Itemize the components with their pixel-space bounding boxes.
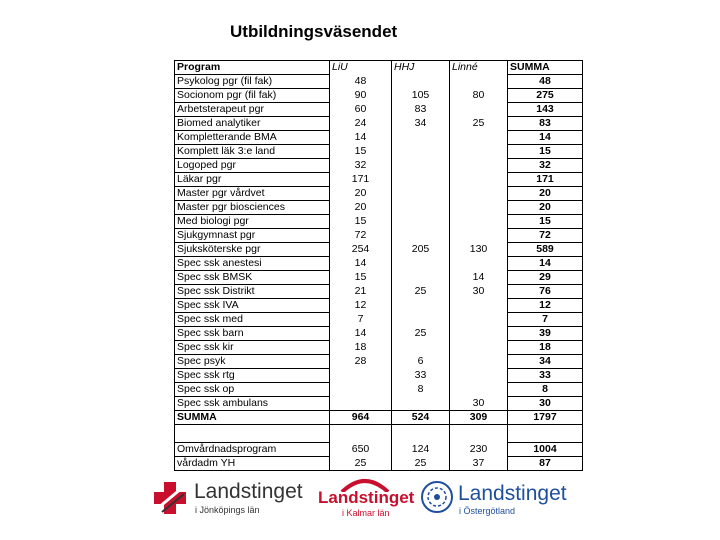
cell: Socionom pgr (fil fak)	[175, 89, 330, 103]
table-row	[175, 103, 583, 117]
cell: 6	[392, 355, 450, 369]
cell: 7	[508, 313, 583, 327]
cell: Linné	[450, 61, 508, 75]
cell: 25	[330, 457, 392, 471]
table-row	[175, 159, 583, 173]
cell: 48	[508, 75, 583, 89]
cell: Spec ssk op	[175, 383, 330, 397]
cell: 39	[508, 327, 583, 341]
logo-landstinget-kalmar	[318, 476, 415, 520]
cell	[392, 341, 450, 355]
ostergotland-logo-name: Landstinget	[458, 482, 567, 505]
cell: 14	[330, 257, 392, 271]
cell	[450, 341, 508, 355]
cell: 8	[508, 383, 583, 397]
table-row	[175, 131, 583, 145]
cell	[392, 425, 450, 443]
table-row	[175, 145, 583, 159]
cell: 20	[508, 187, 583, 201]
cell: Biomed analytiker	[175, 117, 330, 131]
table-row	[175, 173, 583, 187]
cell	[450, 425, 508, 443]
cell: 14	[330, 327, 392, 341]
cell: 30	[450, 397, 508, 411]
cell: 1004	[508, 443, 583, 457]
cell: LiU	[330, 61, 392, 75]
cell: Spec psyk	[175, 355, 330, 369]
cell: 15	[330, 215, 392, 229]
cell: 33	[392, 369, 450, 383]
cell: Sjuksköterske pgr	[175, 243, 330, 257]
cell: Spec ssk rtg	[175, 369, 330, 383]
cell: 12	[508, 299, 583, 313]
cell	[450, 355, 508, 369]
cell: 29	[508, 271, 583, 285]
cell: 30	[450, 285, 508, 299]
cell	[450, 159, 508, 173]
cell: 12	[330, 299, 392, 313]
cell: Psykolog pgr (fil fak)	[175, 75, 330, 89]
cell	[392, 131, 450, 145]
cell: 28	[330, 355, 392, 369]
page-title: Utbildningsväsendet	[230, 22, 398, 41]
cell	[392, 229, 450, 243]
table-row	[175, 201, 583, 215]
cell: 14	[450, 271, 508, 285]
cell	[450, 201, 508, 215]
cell	[450, 145, 508, 159]
cell	[450, 299, 508, 313]
table-total-row	[175, 411, 583, 425]
cell	[392, 75, 450, 89]
cell: 15	[330, 145, 392, 159]
table-row	[175, 383, 583, 397]
cell: 87	[508, 457, 583, 471]
kalmar-logo-name: Landstinget	[318, 488, 415, 507]
cell: 230	[450, 443, 508, 457]
cell: 14	[508, 131, 583, 145]
cell: 32	[508, 159, 583, 173]
cell	[450, 131, 508, 145]
cell: Spec ssk ambulans	[175, 397, 330, 411]
cell: Läkar pgr	[175, 173, 330, 187]
table-row	[175, 89, 583, 103]
logo-landstinget-jonkoping	[152, 476, 312, 520]
cell	[392, 271, 450, 285]
cell: 14	[330, 131, 392, 145]
cell: 14	[508, 257, 583, 271]
cell: 25	[450, 117, 508, 131]
cell: 30	[508, 397, 583, 411]
cell: 171	[508, 173, 583, 187]
cell	[392, 215, 450, 229]
cell: 15	[330, 271, 392, 285]
cell: 48	[330, 75, 392, 89]
cell: Spec ssk med	[175, 313, 330, 327]
logo-landstinget-ostergotland	[420, 476, 570, 520]
cell: 72	[330, 229, 392, 243]
cell	[175, 425, 330, 443]
cell: 589	[508, 243, 583, 257]
cell: 130	[450, 243, 508, 257]
cell: Kompletterande BMA	[175, 131, 330, 145]
cell	[330, 425, 392, 443]
table-row	[175, 271, 583, 285]
table-row	[175, 327, 583, 341]
cell	[450, 327, 508, 341]
cell: 124	[392, 443, 450, 457]
cell: 18	[508, 341, 583, 355]
cell: Spec ssk kir	[175, 341, 330, 355]
cell: 7	[330, 313, 392, 327]
cell: Med biologi pgr	[175, 215, 330, 229]
cell: Spec ssk BMSK	[175, 271, 330, 285]
table-row	[175, 215, 583, 229]
cell: 15	[508, 215, 583, 229]
cell: 32	[330, 159, 392, 173]
cell: 90	[330, 89, 392, 103]
cell: 24	[330, 117, 392, 131]
cell: 18	[330, 341, 392, 355]
cell: 25	[392, 285, 450, 299]
cell: 80	[450, 89, 508, 103]
cell	[392, 187, 450, 201]
table-row	[175, 369, 583, 383]
cell: 34	[392, 117, 450, 131]
cell: 309	[450, 411, 508, 425]
table-row	[175, 257, 583, 271]
cell	[330, 397, 392, 411]
cell	[392, 145, 450, 159]
table-row	[175, 341, 583, 355]
table-row	[175, 313, 583, 327]
cell	[392, 159, 450, 173]
cell: 37	[450, 457, 508, 471]
cell: 33	[508, 369, 583, 383]
cell: 72	[508, 229, 583, 243]
cell	[392, 173, 450, 187]
cell: Sjukgymnast pgr	[175, 229, 330, 243]
cell: Master pgr vårdvet	[175, 187, 330, 201]
cell: 60	[330, 103, 392, 117]
cell	[450, 313, 508, 327]
cell: 205	[392, 243, 450, 257]
cell: 21	[330, 285, 392, 299]
kalmar-logo-sub: i Kalmar län	[342, 508, 390, 518]
cell	[450, 257, 508, 271]
cell: 143	[508, 103, 583, 117]
cell: SUMMA	[508, 61, 583, 75]
cell: Spec ssk barn	[175, 327, 330, 341]
cell	[450, 103, 508, 117]
cell	[450, 173, 508, 187]
cell	[508, 425, 583, 443]
table-row	[175, 117, 583, 131]
table-extra-row	[175, 457, 583, 471]
cell: 83	[508, 117, 583, 131]
table-row	[175, 229, 583, 243]
table-header-row	[175, 61, 583, 75]
jonkoping-logo-sub: i Jönköpings län	[195, 505, 260, 515]
cell	[392, 313, 450, 327]
jonkoping-logo-name: Landstinget	[194, 480, 303, 503]
table-row	[175, 397, 583, 411]
cell	[330, 383, 392, 397]
jonkoping-cross-icon	[152, 478, 188, 518]
table-row	[175, 187, 583, 201]
cell: Spec ssk Distrikt	[175, 285, 330, 299]
cell	[450, 187, 508, 201]
cell	[450, 215, 508, 229]
cell: 20	[508, 201, 583, 215]
cell: 964	[330, 411, 392, 425]
cell: 76	[508, 285, 583, 299]
table-row	[175, 243, 583, 257]
cell: HHJ	[392, 61, 450, 75]
ostergotland-logo-sub: i Östergötland	[459, 506, 516, 516]
cell: 20	[330, 201, 392, 215]
cell: 524	[392, 411, 450, 425]
education-table	[174, 60, 583, 471]
cell: 25	[392, 457, 450, 471]
cell: 171	[330, 173, 392, 187]
cell	[450, 75, 508, 89]
cell: Arbetsterapeut pgr	[175, 103, 330, 117]
cell: 25	[392, 327, 450, 341]
table-extra-row	[175, 443, 583, 457]
cell: vårdadm YH	[175, 457, 330, 471]
cell: Spec ssk anestesi	[175, 257, 330, 271]
cell: 15	[508, 145, 583, 159]
cell: 105	[392, 89, 450, 103]
cell: 34	[508, 355, 583, 369]
cell: 275	[508, 89, 583, 103]
table-row	[175, 75, 583, 89]
cell	[392, 397, 450, 411]
table-row	[175, 355, 583, 369]
cell: 83	[392, 103, 450, 117]
cell: 8	[392, 383, 450, 397]
cell: Omvårdnadsprogram	[175, 443, 330, 457]
cell: 650	[330, 443, 392, 457]
ostergotland-emblem-icon	[420, 480, 454, 514]
cell: 1797	[508, 411, 583, 425]
cell: Komplett läk 3:e land	[175, 145, 330, 159]
cell: Program	[175, 61, 330, 75]
cell: Master pgr biosciences	[175, 201, 330, 215]
cell	[392, 299, 450, 313]
table-row	[175, 299, 583, 313]
table-row	[175, 285, 583, 299]
cell: SUMMA	[175, 411, 330, 425]
cell: 254	[330, 243, 392, 257]
cell	[450, 383, 508, 397]
cell: Logoped pgr	[175, 159, 330, 173]
cell: 20	[330, 187, 392, 201]
cell	[330, 369, 392, 383]
cell	[450, 369, 508, 383]
cell: Spec ssk IVA	[175, 299, 330, 313]
cell	[392, 257, 450, 271]
table-spacer-row	[175, 425, 583, 443]
cell	[392, 201, 450, 215]
cell	[450, 229, 508, 243]
